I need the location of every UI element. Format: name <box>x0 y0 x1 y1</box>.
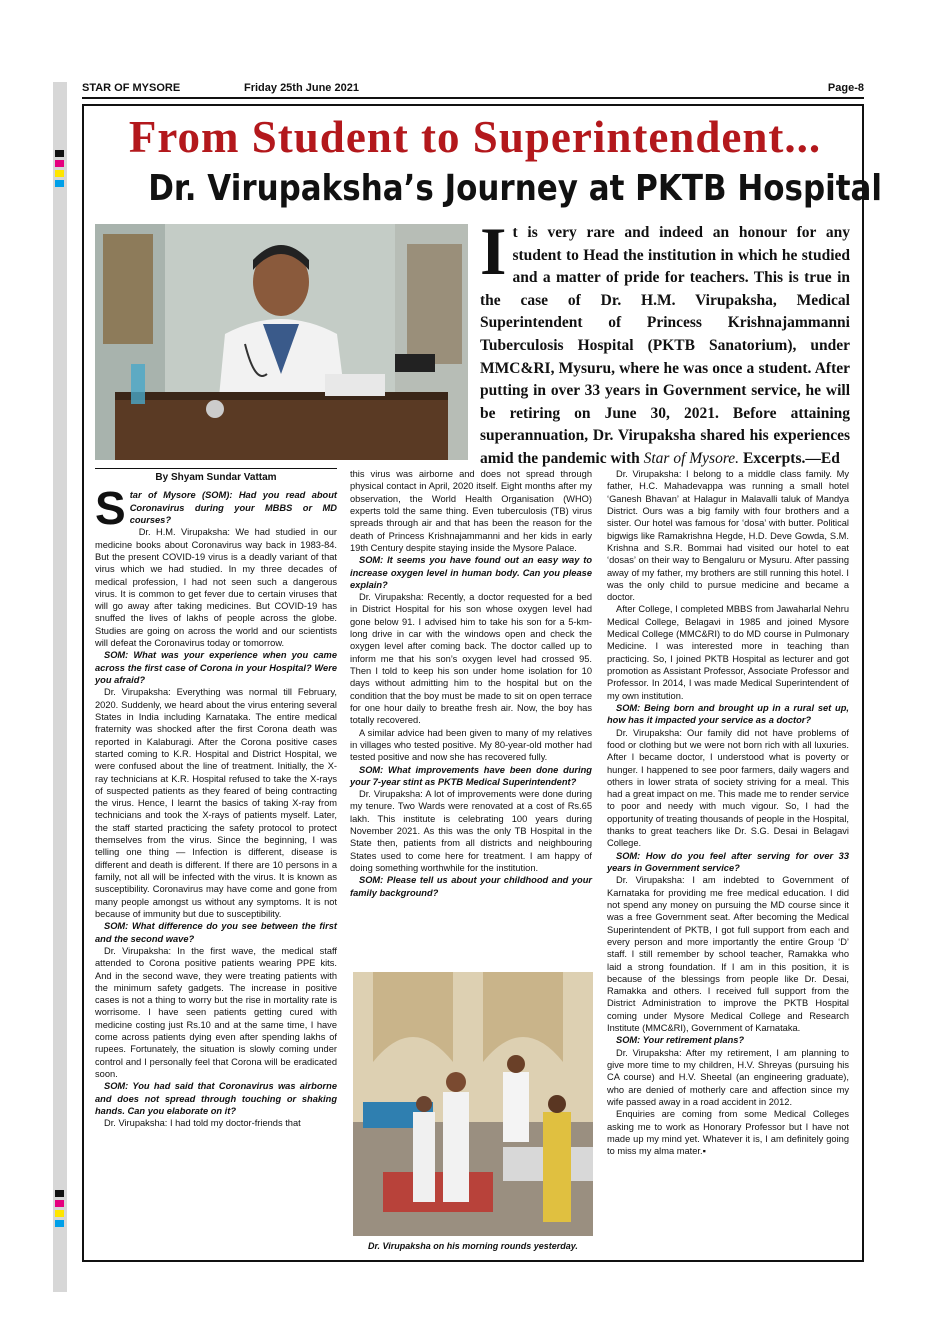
registration-mark-black-2 <box>55 1190 64 1197</box>
interview-answer: A similar advice had been given to many of my relatives in villages who tested positive. My 80-year-old mother had tested positive and now she has recovered fully. <box>350 727 592 763</box>
interview-question: SOM: What difference do you see between the first and the second wave? <box>95 921 337 944</box>
interview-question: SOM: How do you feel after serving for over 33 years in Government service? <box>607 850 849 873</box>
registration-mark-magenta-2 <box>55 1200 64 1207</box>
registration-mark-cyan <box>55 180 64 187</box>
interview-question: SOM: What improvements have been done during your 7-year stint as PKTB Medical Superintendent? <box>350 764 592 787</box>
interview-answer: Dr. Virupaksha: After my retirement, I am planning to give more time to my children, H.V. Shreyas (pursuing his CA course) and H.V. Sheetal (an engineering graduate), who are denied of motherly care and affection since my wife passed away in a road accident in 2012. <box>607 1047 849 1107</box>
article-column-1 <box>95 468 337 1130</box>
intro-publication-name: Star of Mysore. <box>643 449 740 467</box>
interview-answer: Dr. H.M. Virupaksha: We had studied in our medicine books about Coronavirus way back in 1983-84. But the present COVID-19 virus is a deadly variant of that virus which we had studied. In my three decades of medical profession, I had not seen such a dangerous virus. It is common to get fever due to certain viruses that will go away after taking medicines. But COVID-19 has snuffed the lives of lakhs of people across the globe. Studies are going on across the world and our scientists will defeat the Coronavirus today or tomorrow. <box>95 527 337 649</box>
masthead: STAR OF MYSORE <box>82 82 181 94</box>
registration-mark-yellow-2 <box>55 1210 64 1217</box>
article-dropcap: S <box>95 482 126 535</box>
intro-text: t is very rare and indeed an honour for any student to Head the institution in which he studied and a matter of pride for teachers. This is true in the case of Dr. H.M. Virupaksha, Medical Superintendent of Princess Krishnajammanni Tuberculosis Hospital (PKTB Sanatorium), under MMC&RI, Mysuru, where he was once a student. After putting in over 33 years in Government service, he will be retiring on June 30, 2021. Before attaining superannuation, Dr. Virupaksha shared his experiences amid the pandemic with <box>480 224 850 467</box>
photo-caption: Dr. Virupaksha on his morning rounds yesterday. <box>368 1241 578 1251</box>
doctor-portrait-photo <box>95 224 468 460</box>
registration-mark-cyan-2 <box>55 1220 64 1227</box>
interview-question: tar of Mysore (SOM): Had you read about Coronavirus during your MBBS or MD courses? <box>129 490 337 525</box>
interview-answer: Dr. Virupaksha: I belong to a middle class family. My father, H.C. Mahadevappa was running a small hotel ‘Ganesh Bhavan’ at Halagur in Malavalli taluk of Mandya District. Ours was a big family with four brothers and a sister. Our hotel was famous for ‘dosa’ with butter. Political bigwigs like Ramakrishna Hegde, H.D. Deve Gowda, S.M. Krishna and S.R. Bommai had visited our hotel to eat ‘dosas’ on their way to Bengaluru or Mysuru. After passing away of my father, my brothers are still running this hotel. I was the only child to pursue medicine and became a doctor. <box>607 469 849 603</box>
headline: From Student to Superintendent... <box>128 112 822 162</box>
interview-answer: Dr. Virupaksha: Everything was normal till February, 2020. Suddenly, we heard about the virus entering several States in India including Karnataka. The entire medical fraternity was shocked after the first Corona death was reported in Kalaburagi. After the Corona positive cases started coming to K.R. Hospital and District Hospital, we were confused about the line of treatment. Initially, the X-ray technicians at K.R. Hospital refused to take the X-rays of suspected patients as they feared of being contracting the virus. Hence, I learnt the basics of taking X-ray from technicians and took the X-rays of patients myself. Later, the staff started practicing the safety protocol to protect themselves from the virus. Since the beginning, I was telling one thing — Infection is different, disease is different and death is different. If there are 10 persons in a family, not all will be infected with the virus. It is known as susceptibility. Coronavirus may have come and gone from many people amongst us without any symptoms. It is not because of immunity but due to susceptibility. <box>95 687 337 919</box>
interview-question: SOM: It seems you have found out an easy way to increase oxygen level in human body. Can you please explain? <box>350 555 592 590</box>
hospital-ward-illustration <box>353 972 593 1236</box>
intro-dropcap: I <box>480 213 507 289</box>
interview-question: SOM: What was your experience when you came across the first case of Corona in your Hospital? Were you afraid? <box>95 650 337 685</box>
article-column-3 <box>607 468 849 1158</box>
registration-mark-black <box>55 150 64 157</box>
byline: By Shyam Sundar Vattam <box>95 468 337 484</box>
interview-answer: Dr. Virupaksha: Recently, a doctor requested for a bed in District Hospital for his son whose oxygen level had gone below 91. I advised him to take his son for a 5-km-long drive in car with the windows open and check the oxygen level after coming back. The doctor called up to inform me that his son’s oxygen level had crossed 95. Then I told to keep his son under home isolation for 10 days without admitting him to the hospital but on the condition that the boy must be made to sit on open terrace for one hour daily to breathe fresh air. Now, the boy has totally recovered. <box>350 592 592 726</box>
interview-answer: After College, I completed MBBS from Jawaharlal Nehru Medical College, Belagavi in 1985 and joined Mysore Medical College (MMC&RI) to do MD course in Pulmonary Medicine. I was interested more in teaching than practicing. So, I joined PKTB Hospital as lecturer and got promotion as Assistant Professor, Associate Professor and Professor. In 2014, I was made Medical Superintendent of my own institution. <box>607 604 849 701</box>
article-column-2 <box>350 468 592 899</box>
intro-paragraph <box>480 213 850 471</box>
page-header <box>82 82 864 96</box>
interview-answer: Dr. Virupaksha: Our family did not have problems of food or clothing but we were not born rich with all luxuries. After I became doctor, I understood what is poverty or hunger. I happened to see poor farmers, daily wagers and others in lower strata of society striving for a meal. This had a great impact on me. This made me to render service to poor and needy with much vigour. So, I had the opportunity of treating thousands of people in the Hospital, thanks to great teachers like Dr. S.G. Desai in Belagavi College. <box>607 727 849 849</box>
issue-date: Friday 25th June 2021 <box>244 82 359 94</box>
interview-question: SOM: You had said that Coronavirus was airborne and does not spread through touching or shaking hands. Can you elaborate on it? <box>95 1081 337 1116</box>
hospital-rounds-photo <box>353 972 593 1236</box>
interview-answer: Dr. Virupaksha: In the first wave, the medical staff attended to Corona positive patients wearing PPE kits. And in the second wave, they were treating patients with the minimum safety gadgets. The increase in positive cases is not a thing to worry but the rise in mortality rate is worrisome. I have seen patients getting cured with medicine costing just Rs.10 and at the same time, I have come across patients dying even after spending lakhs of rupees. Fortunately, the situation is slowly coming under control and I personally feel that Corona will be eradicated soon. <box>95 945 337 1079</box>
interview-question: SOM: Your retirement plans? <box>616 1035 745 1046</box>
header-rule <box>82 97 864 99</box>
left-gutter-strip <box>53 82 67 1292</box>
interview-answer: Dr. Virupaksha: A lot of improvements were done during my tenure. Two Wards were renovated at a cost of Rs.65 lakh. This institute is celebrating 100 years during November 2021. As this was the only TB Hospital in the State then, patients from all districts and neighbouring States used to come here for treatment. I am happy of doing something worthwhile for the institution. <box>350 789 592 873</box>
intro-excerpts: Excerpts.—Ed <box>739 449 840 467</box>
subheadline: Dr. Virupaksha’s Journey at PKTB Hospital <box>148 168 883 209</box>
registration-mark-yellow <box>55 170 64 177</box>
interview-question: SOM: Being born and brought up in a rural set up, how has it impacted your service as a doctor? <box>607 702 849 726</box>
interview-answer: Dr. Virupaksha: I had told my doctor-friends that <box>104 1118 301 1129</box>
registration-mark-magenta <box>55 160 64 167</box>
interview-answer: Enquiries are coming from some Medical Colleges asking me to work as Honorary Professor but I have not made up my mind yet. Whatever it is, I am definitely going to miss my alma mater.▪ <box>607 1109 849 1157</box>
page-number: Page-8 <box>827 82 864 94</box>
interview-answer: Dr. Virupaksha: I am indebted to Government of Karnataka for providing me free medical education. I did not spend any money on pursuing the MD course since it was a free Government seat. After becoming the Medical Superintendent of PKTB, I got full support from each and every person and more importantly the entire Group ‘D’ staff. I still remember by school teacher, Ramakka who laid a strong foundation. If I am in this position, it is because of the blessings from people like Dr. Desai, Ramakka and others. I received full support from the District Administration to improve the PKTB Hospital coming under Mysore Medical College and Research Institute (MMC&RI), Government of Karnataka. <box>607 875 849 1034</box>
interview-question: SOM: Please tell us about your childhood and your family background? <box>350 875 592 898</box>
doctor-portrait-illustration <box>95 224 468 460</box>
interview-answer: this virus was airborne and does not spread through physical contact in April, 2020 itself. Eight months after my observation, the World Health Organisation (WHO) experts told the same thing. Even tuberculosis (TB) virus spreads through air and that has been the reason for the death of Princess Krishnajammanni and her kids in early 19th Century despite staying inside the Mysore Palace. <box>350 469 592 553</box>
